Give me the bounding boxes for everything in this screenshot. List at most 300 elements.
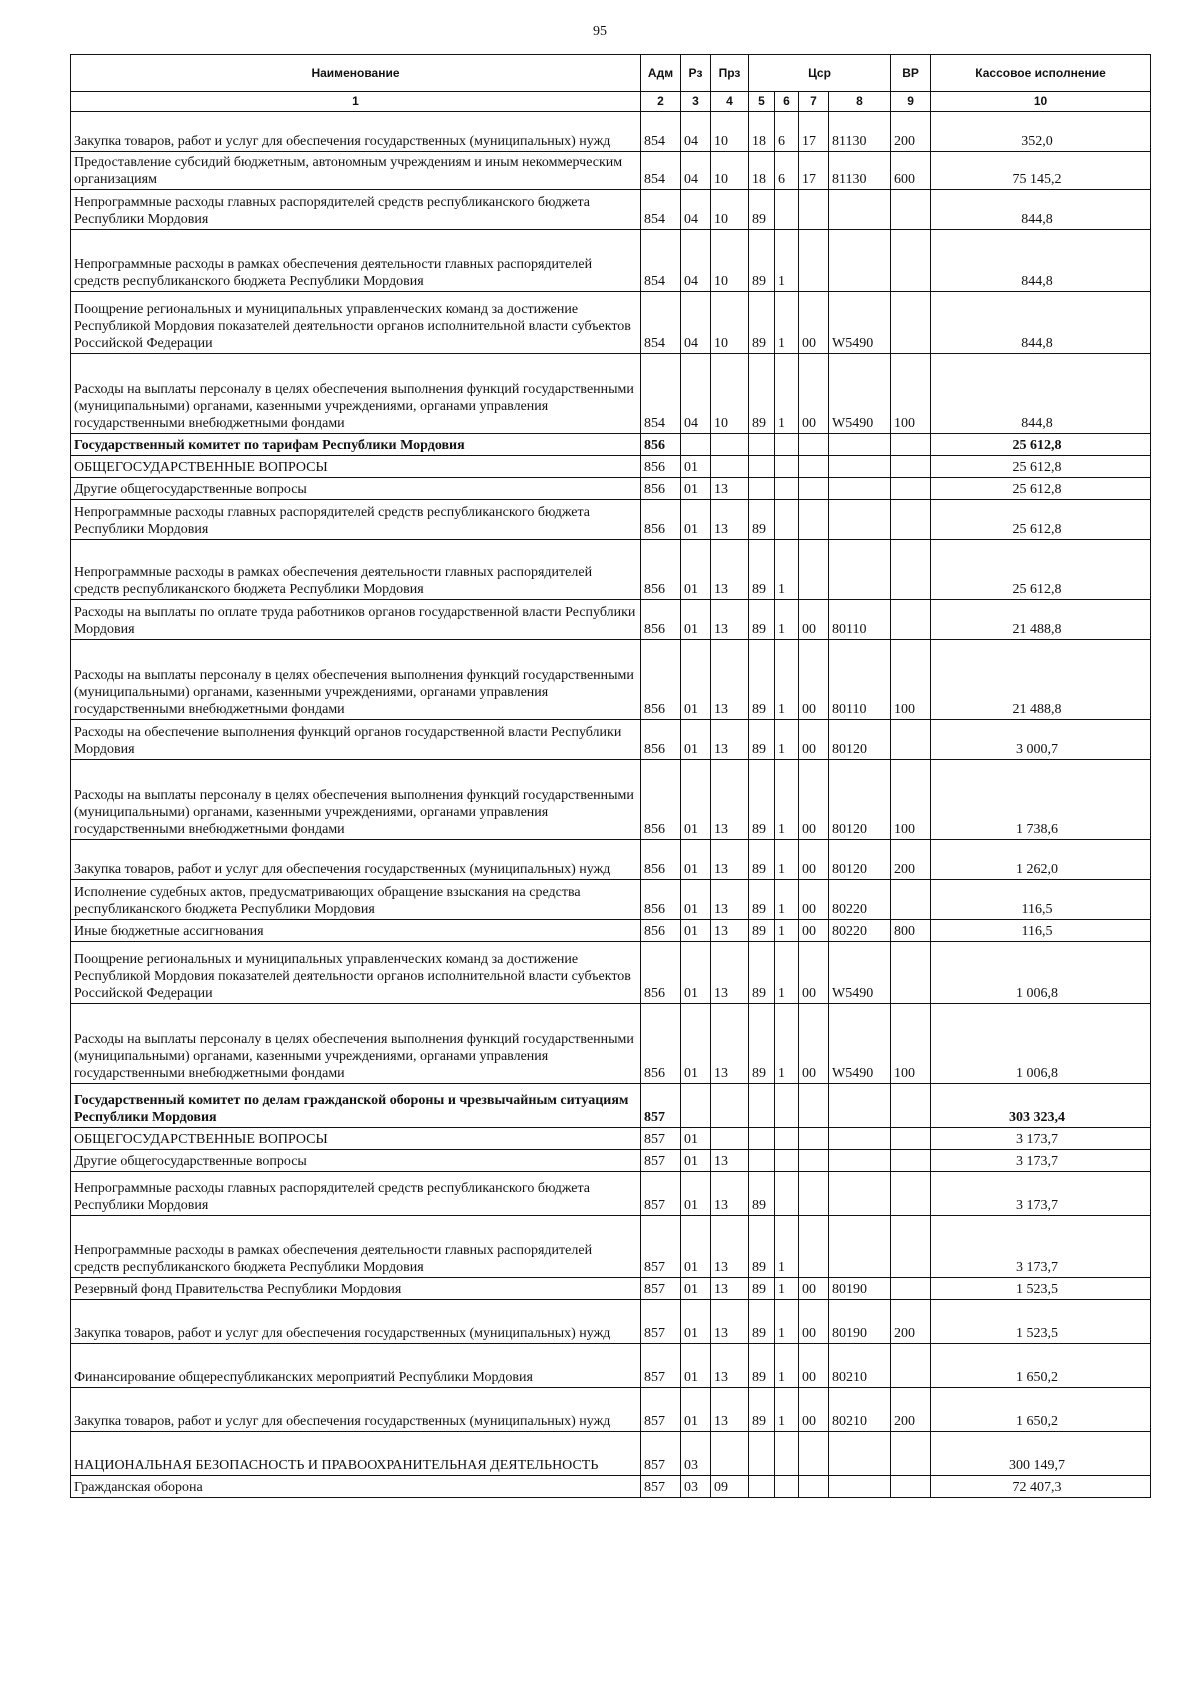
row-csr-5: 18 (749, 152, 775, 190)
row-vr (891, 478, 931, 500)
row-csr-7: 17 (799, 152, 829, 190)
row-prz: 13 (711, 640, 749, 720)
row-csr-5: 89 (749, 920, 775, 942)
row-vr (891, 540, 931, 600)
row-csr-5 (749, 1476, 775, 1498)
row-amount: 25 612,8 (931, 434, 1151, 456)
row-csr-6: 1 (775, 760, 799, 840)
row-csr-7 (799, 1216, 829, 1278)
row-csr-6: 1 (775, 292, 799, 354)
row-csr-7: 00 (799, 1004, 829, 1084)
row-csr-7: 00 (799, 640, 829, 720)
row-vr (891, 292, 931, 354)
row-prz: 13 (711, 1388, 749, 1432)
row-rz: 01 (681, 540, 711, 600)
row-prz: 13 (711, 1344, 749, 1388)
row-adm: 856 (641, 760, 681, 840)
row-csr-5: 18 (749, 112, 775, 152)
row-amount: 1 262,0 (931, 840, 1151, 880)
row-csr-8 (829, 500, 891, 540)
row-csr-5 (749, 478, 775, 500)
row-prz: 10 (711, 230, 749, 292)
row-prz: 09 (711, 1476, 749, 1498)
row-rz: 01 (681, 640, 711, 720)
row-adm: 857 (641, 1344, 681, 1388)
row-vr (891, 500, 931, 540)
row-amount: 303 323,4 (931, 1084, 1151, 1128)
row-name: Непрограммные расходы в рамках обеспечения деятельности главных распорядителей средств республиканского бюджета Республики Мордовия (71, 1216, 641, 1278)
row-vr: 200 (891, 840, 931, 880)
row-amount: 21 488,8 (931, 600, 1151, 640)
row-rz: 01 (681, 1128, 711, 1150)
row-csr-8 (829, 1150, 891, 1172)
row-vr: 100 (891, 1004, 931, 1084)
row-name: Закупка товаров, работ и услуг для обеспечения государственных (муниципальных) нужд (71, 840, 641, 880)
row-csr-7: 00 (799, 880, 829, 920)
row-adm: 856 (641, 500, 681, 540)
row-name: Резервный фонд Правительства Республики Мордовия (71, 1278, 641, 1300)
row-csr-7 (799, 1476, 829, 1498)
row-name: Расходы на выплаты персоналу в целях обеспечения выполнения функций государственными (муниципальными) органами, казенными учреждениями, органами управления государственными внебюджетными фондами (71, 354, 641, 434)
row-vr (891, 1216, 931, 1278)
row-csr-7: 00 (799, 1344, 829, 1388)
row-csr-8 (829, 478, 891, 500)
row-csr-8 (829, 1084, 891, 1128)
table-row (71, 920, 1151, 942)
row-csr-8: 80120 (829, 840, 891, 880)
row-amount: 3 173,7 (931, 1172, 1151, 1216)
row-vr: 200 (891, 1300, 931, 1344)
column-number: 9 (891, 92, 931, 112)
row-amount: 1 006,8 (931, 1004, 1151, 1084)
row-vr (891, 1128, 931, 1150)
table-row (71, 292, 1151, 354)
row-csr-6: 1 (775, 1344, 799, 1388)
table-row (71, 1128, 1151, 1150)
row-name: Поощрение региональных и муниципальных управленческих команд за достижение Республикой Мордовия показателей деятельности органов исполнительной власти субъектов Российской Федерации (71, 942, 641, 1004)
row-vr: 100 (891, 640, 931, 720)
row-rz: 01 (681, 1300, 711, 1344)
row-csr-8: 80120 (829, 760, 891, 840)
row-csr-6: 1 (775, 540, 799, 600)
row-adm: 856 (641, 920, 681, 942)
row-prz (711, 1084, 749, 1128)
row-vr (891, 1172, 931, 1216)
row-amount: 75 145,2 (931, 152, 1151, 190)
row-prz: 10 (711, 354, 749, 434)
row-csr-8 (829, 434, 891, 456)
row-prz (711, 434, 749, 456)
row-vr: 100 (891, 760, 931, 840)
row-prz: 13 (711, 920, 749, 942)
row-csr-5: 89 (749, 1216, 775, 1278)
table-body (71, 112, 1151, 1498)
row-csr-8: W5490 (829, 292, 891, 354)
row-csr-5: 89 (749, 1344, 775, 1388)
row-prz (711, 456, 749, 478)
row-csr-6: 1 (775, 600, 799, 640)
row-vr (891, 1476, 931, 1498)
header-rz: Рз (681, 55, 711, 92)
row-adm: 854 (641, 152, 681, 190)
row-adm: 856 (641, 640, 681, 720)
row-amount: 1 650,2 (931, 1388, 1151, 1432)
row-csr-7 (799, 456, 829, 478)
row-prz: 13 (711, 1150, 749, 1172)
row-amount: 3 173,7 (931, 1150, 1151, 1172)
row-csr-7 (799, 1432, 829, 1476)
row-csr-6: 1 (775, 1300, 799, 1344)
table-row (71, 190, 1151, 230)
row-adm: 857 (641, 1128, 681, 1150)
row-csr-8: 80120 (829, 720, 891, 760)
row-rz: 03 (681, 1432, 711, 1476)
row-csr-6 (775, 1432, 799, 1476)
row-vr (891, 1278, 931, 1300)
header-row (71, 55, 1151, 92)
row-csr-5: 89 (749, 1172, 775, 1216)
row-adm: 857 (641, 1432, 681, 1476)
row-rz: 03 (681, 1476, 711, 1498)
row-csr-5: 89 (749, 354, 775, 434)
row-vr (891, 880, 931, 920)
row-name: Поощрение региональных и муниципальных управленческих команд за достижение Республикой Мордовия показателей деятельности органов исполнительной власти субъектов Российской Федерации (71, 292, 641, 354)
row-csr-7: 00 (799, 354, 829, 434)
row-rz (681, 1084, 711, 1128)
row-vr: 200 (891, 1388, 931, 1432)
header-csr: Цср (749, 55, 891, 92)
row-rz: 04 (681, 190, 711, 230)
row-csr-6 (775, 1084, 799, 1128)
row-amount: 844,8 (931, 292, 1151, 354)
row-name: Другие общегосударственные вопросы (71, 1150, 641, 1172)
row-name: Непрограммные расходы главных распорядителей средств республиканского бюджета Республики Мордовия (71, 190, 641, 230)
row-csr-6: 1 (775, 1388, 799, 1432)
row-csr-5: 89 (749, 500, 775, 540)
row-prz: 13 (711, 500, 749, 540)
row-csr-7 (799, 1084, 829, 1128)
row-csr-6: 1 (775, 720, 799, 760)
row-csr-8: 80190 (829, 1278, 891, 1300)
row-amount: 300 149,7 (931, 1432, 1151, 1476)
table-row (71, 354, 1151, 434)
row-name: Расходы на выплаты по оплате труда работников органов государственной власти Республики Мордовия (71, 600, 641, 640)
row-rz: 01 (681, 1172, 711, 1216)
row-csr-5: 89 (749, 292, 775, 354)
header-adm: Адм (641, 55, 681, 92)
row-csr-6 (775, 478, 799, 500)
row-prz: 13 (711, 1004, 749, 1084)
row-adm: 856 (641, 600, 681, 640)
row-csr-6 (775, 1476, 799, 1498)
row-amount: 1 650,2 (931, 1344, 1151, 1388)
row-amount: 25 612,8 (931, 456, 1151, 478)
header-amount: Кассовое исполнение (931, 55, 1151, 92)
table-row (71, 1216, 1151, 1278)
row-amount: 3 000,7 (931, 720, 1151, 760)
row-prz: 13 (711, 840, 749, 880)
table-row (71, 942, 1151, 1004)
row-csr-6 (775, 190, 799, 230)
row-adm: 857 (641, 1388, 681, 1432)
row-prz: 13 (711, 478, 749, 500)
row-adm: 854 (641, 354, 681, 434)
row-name: Расходы на выплаты персоналу в целях обеспечения выполнения функций государственными (муниципальными) органами, казенными учреждениями, органами управления государственными внебюджетными фондами (71, 640, 641, 720)
row-adm: 854 (641, 112, 681, 152)
row-name: Непрограммные расходы в рамках обеспечения деятельности главных распорядителей средств республиканского бюджета Республики Мордовия (71, 540, 641, 600)
row-name: Непрограммные расходы главных распорядителей средств республиканского бюджета Республики Мордовия (71, 500, 641, 540)
row-csr-8 (829, 1476, 891, 1498)
row-csr-8 (829, 230, 891, 292)
row-csr-5: 89 (749, 942, 775, 1004)
row-vr: 100 (891, 354, 931, 434)
row-vr (891, 720, 931, 760)
row-prz: 13 (711, 1300, 749, 1344)
row-rz: 04 (681, 152, 711, 190)
row-prz: 13 (711, 1216, 749, 1278)
row-rz: 01 (681, 942, 711, 1004)
row-adm: 856 (641, 942, 681, 1004)
row-adm: 856 (641, 540, 681, 600)
table-row (71, 1388, 1151, 1432)
column-number: 4 (711, 92, 749, 112)
column-number: 10 (931, 92, 1151, 112)
row-amount: 1 523,5 (931, 1278, 1151, 1300)
table-row (71, 1432, 1151, 1476)
header-name: Наименование (71, 55, 641, 92)
row-csr-5: 89 (749, 540, 775, 600)
row-amount: 116,5 (931, 920, 1151, 942)
row-csr-5: 89 (749, 1278, 775, 1300)
table-row (71, 1004, 1151, 1084)
table-row (71, 1476, 1151, 1498)
row-csr-5 (749, 1150, 775, 1172)
table-row (71, 760, 1151, 840)
row-csr-5: 89 (749, 640, 775, 720)
row-csr-6 (775, 1172, 799, 1216)
row-name: Исполнение судебных актов, предусматривающих обращение взыскания на средства республиканского бюджета Республики Мордовия (71, 880, 641, 920)
row-csr-6 (775, 1150, 799, 1172)
row-prz: 10 (711, 292, 749, 354)
row-rz: 01 (681, 1004, 711, 1084)
row-rz: 01 (681, 478, 711, 500)
table-row (71, 434, 1151, 456)
row-csr-6 (775, 434, 799, 456)
row-csr-5: 89 (749, 190, 775, 230)
row-csr-6 (775, 500, 799, 540)
table-row (71, 840, 1151, 880)
row-csr-6: 1 (775, 640, 799, 720)
row-csr-7: 00 (799, 1278, 829, 1300)
table-row (71, 540, 1151, 600)
row-csr-6: 1 (775, 354, 799, 434)
table-row (71, 112, 1151, 152)
row-adm: 856 (641, 840, 681, 880)
row-amount: 25 612,8 (931, 500, 1151, 540)
row-csr-5 (749, 1084, 775, 1128)
row-amount: 1 523,5 (931, 1300, 1151, 1344)
row-adm: 857 (641, 1476, 681, 1498)
row-csr-8 (829, 540, 891, 600)
row-prz: 10 (711, 190, 749, 230)
row-csr-7 (799, 1150, 829, 1172)
row-adm: 856 (641, 880, 681, 920)
row-csr-7 (799, 230, 829, 292)
row-vr: 600 (891, 152, 931, 190)
row-csr-7 (799, 1128, 829, 1150)
row-adm: 857 (641, 1216, 681, 1278)
row-csr-8 (829, 456, 891, 478)
row-rz: 04 (681, 112, 711, 152)
column-number: 8 (829, 92, 891, 112)
row-csr-7 (799, 1172, 829, 1216)
table-row (71, 152, 1151, 190)
row-name: Расходы на выплаты персоналу в целях обеспечения выполнения функций государственными (муниципальными) органами, казенными учреждениями, органами управления государственными внебюджетными фондами (71, 1004, 641, 1084)
table-row (71, 600, 1151, 640)
column-number: 7 (799, 92, 829, 112)
row-prz: 13 (711, 1278, 749, 1300)
row-vr (891, 190, 931, 230)
budget-execution-table (70, 54, 1151, 1498)
table-row (71, 1278, 1151, 1300)
row-csr-8: 80110 (829, 640, 891, 720)
column-number: 6 (775, 92, 799, 112)
row-vr (891, 1432, 931, 1476)
row-name: Непрограммные расходы главных распорядителей средств республиканского бюджета Республики Мордовия (71, 1172, 641, 1216)
row-csr-8: W5490 (829, 942, 891, 1004)
row-csr-6: 1 (775, 1004, 799, 1084)
row-csr-7: 00 (799, 720, 829, 760)
row-csr-5 (749, 456, 775, 478)
row-name: Закупка товаров, работ и услуг для обеспечения государственных (муниципальных) нужд (71, 112, 641, 152)
row-amount: 3 173,7 (931, 1216, 1151, 1278)
row-csr-8: 80210 (829, 1388, 891, 1432)
row-csr-7: 00 (799, 1388, 829, 1432)
row-prz: 13 (711, 880, 749, 920)
row-amount: 72 407,3 (931, 1476, 1151, 1498)
header-prz: Прз (711, 55, 749, 92)
row-csr-5: 89 (749, 840, 775, 880)
table-row (71, 478, 1151, 500)
row-rz: 01 (681, 1344, 711, 1388)
row-rz: 01 (681, 600, 711, 640)
row-csr-7 (799, 500, 829, 540)
row-adm: 857 (641, 1172, 681, 1216)
row-adm: 857 (641, 1278, 681, 1300)
row-csr-7 (799, 434, 829, 456)
row-name: Иные бюджетные ассигнования (71, 920, 641, 942)
row-csr-5 (749, 1432, 775, 1476)
row-amount: 21 488,8 (931, 640, 1151, 720)
column-number: 5 (749, 92, 775, 112)
row-vr (891, 1084, 931, 1128)
row-csr-8: 80190 (829, 1300, 891, 1344)
row-rz: 04 (681, 354, 711, 434)
row-csr-6: 1 (775, 1278, 799, 1300)
row-adm: 854 (641, 230, 681, 292)
row-amount: 1 006,8 (931, 942, 1151, 1004)
table-row (71, 456, 1151, 478)
row-amount: 844,8 (931, 190, 1151, 230)
row-csr-8: 80220 (829, 920, 891, 942)
row-prz: 10 (711, 152, 749, 190)
row-csr-7 (799, 190, 829, 230)
row-name: ОБЩЕГОСУДАРСТВЕННЫЕ ВОПРОСЫ (71, 456, 641, 478)
row-adm: 856 (641, 456, 681, 478)
row-csr-7: 00 (799, 920, 829, 942)
row-csr-8: 80220 (829, 880, 891, 920)
row-name: Другие общегосударственные вопросы (71, 478, 641, 500)
row-csr-5: 89 (749, 760, 775, 840)
row-csr-8 (829, 1172, 891, 1216)
row-amount: 1 738,6 (931, 760, 1151, 840)
row-csr-7: 00 (799, 1300, 829, 1344)
row-rz: 04 (681, 292, 711, 354)
row-rz: 01 (681, 840, 711, 880)
row-amount: 352,0 (931, 112, 1151, 152)
row-csr-7: 00 (799, 760, 829, 840)
row-csr-8: 81130 (829, 152, 891, 190)
row-csr-7: 00 (799, 600, 829, 640)
row-rz: 01 (681, 1278, 711, 1300)
row-rz: 01 (681, 500, 711, 540)
row-rz: 01 (681, 880, 711, 920)
row-rz: 01 (681, 1150, 711, 1172)
row-amount: 844,8 (931, 354, 1151, 434)
row-csr-6: 1 (775, 230, 799, 292)
row-prz (711, 1432, 749, 1476)
row-prz: 10 (711, 112, 749, 152)
row-prz: 13 (711, 1172, 749, 1216)
table-row (71, 500, 1151, 540)
row-adm: 854 (641, 292, 681, 354)
row-vr (891, 434, 931, 456)
row-prz: 13 (711, 942, 749, 1004)
row-csr-5: 89 (749, 600, 775, 640)
row-csr-8: 80210 (829, 1344, 891, 1388)
column-number: 3 (681, 92, 711, 112)
row-csr-6: 1 (775, 920, 799, 942)
row-adm: 857 (641, 1150, 681, 1172)
row-csr-5: 89 (749, 880, 775, 920)
row-name: Расходы на выплаты персоналу в целях обеспечения выполнения функций государственными (муниципальными) органами, казенными учреждениями, органами управления государственными внебюджетными фондами (71, 760, 641, 840)
row-vr (891, 1150, 931, 1172)
row-csr-8 (829, 1128, 891, 1150)
row-csr-5 (749, 1128, 775, 1150)
column-number-row (71, 92, 1151, 112)
row-amount: 116,5 (931, 880, 1151, 920)
row-adm: 857 (641, 1084, 681, 1128)
row-rz: 01 (681, 1388, 711, 1432)
row-rz: 01 (681, 920, 711, 942)
row-vr: 800 (891, 920, 931, 942)
column-number: 2 (641, 92, 681, 112)
row-csr-5: 89 (749, 720, 775, 760)
row-csr-8: W5490 (829, 354, 891, 434)
row-csr-7: 00 (799, 942, 829, 1004)
row-amount: 844,8 (931, 230, 1151, 292)
row-vr (891, 1344, 931, 1388)
row-adm: 856 (641, 720, 681, 760)
row-csr-7 (799, 478, 829, 500)
row-csr-8 (829, 190, 891, 230)
row-adm: 856 (641, 1004, 681, 1084)
table-row (71, 1172, 1151, 1216)
row-csr-5: 89 (749, 230, 775, 292)
row-csr-6: 1 (775, 1216, 799, 1278)
row-rz: 01 (681, 1216, 711, 1278)
row-rz (681, 434, 711, 456)
